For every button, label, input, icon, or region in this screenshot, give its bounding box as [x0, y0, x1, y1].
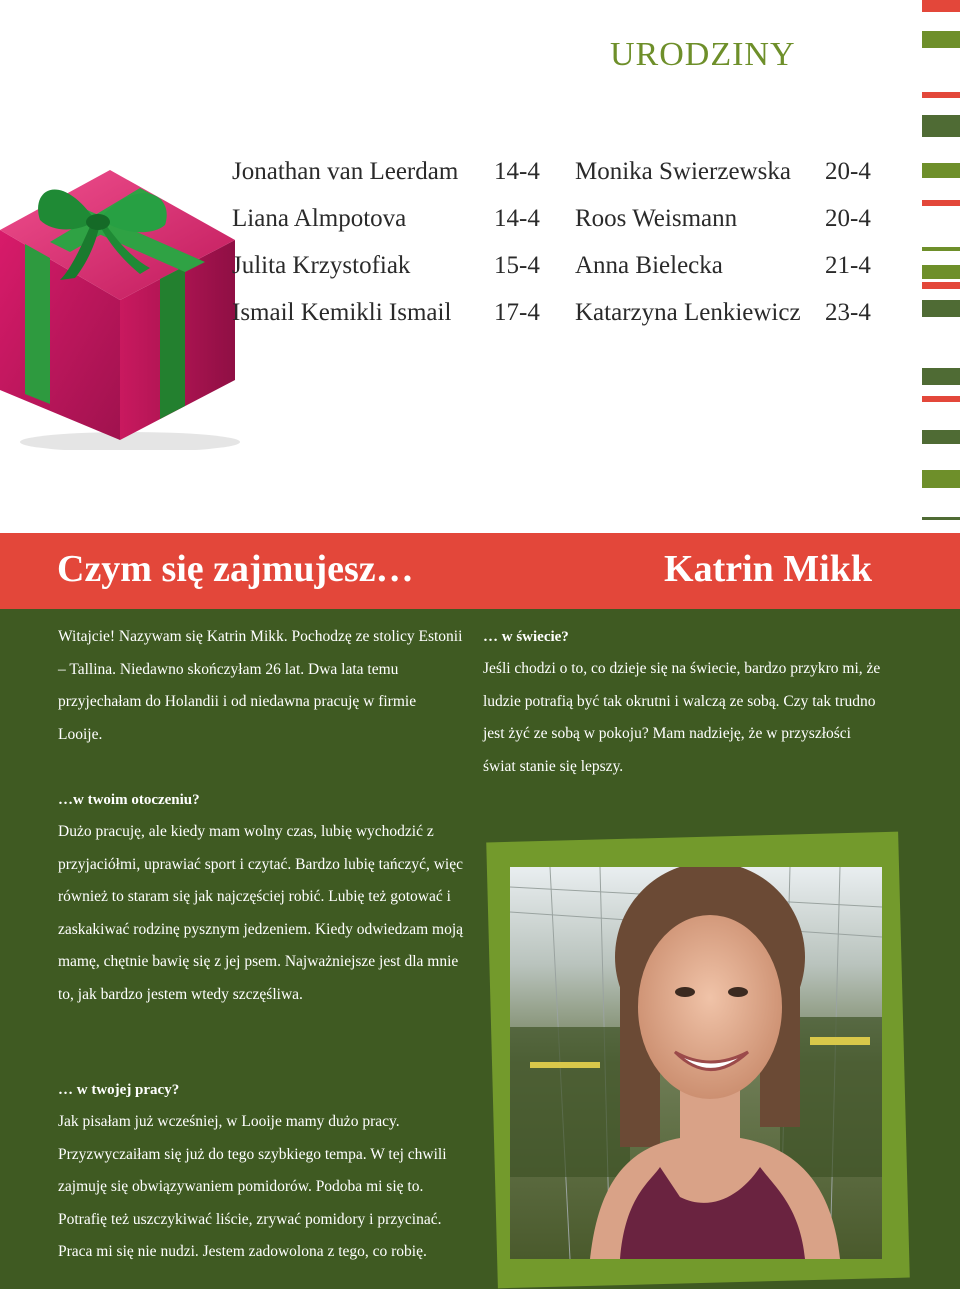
birthday-name: Katarzyna Lenkiewicz [575, 299, 801, 326]
decorative-stripes [922, 0, 960, 530]
work-heading: … w twojej pracy? [58, 1082, 180, 1098]
birthday-date: 23-4 [825, 299, 871, 326]
birthday-date: 17-4 [494, 299, 540, 326]
intro-paragraph [58, 621, 463, 751]
birthday-date: 14-4 [494, 205, 540, 232]
section-banner [0, 533, 960, 609]
birthday-name: Jonathan van Leerdam [232, 158, 459, 185]
banner-person-name: Katrin Mikk [664, 548, 872, 590]
birthday-date: 20-4 [825, 205, 871, 232]
birthday-date: 15-4 [494, 252, 540, 279]
page-title: URODZINY [610, 36, 796, 73]
birthday-date: 14-4 [494, 158, 540, 185]
birthday-date: 20-4 [825, 158, 871, 185]
work-block [58, 1074, 463, 1269]
world-block [483, 621, 883, 783]
birthday-name: Liana Almpotova [232, 205, 407, 232]
birthday-name: Monika Swierzewska [575, 158, 791, 185]
intro-text: Witajcie! Nazywam się Katrin Mikk. Pochodzę ze stolicy Estonii – Tallina. Niedawno skończyłam 26 lat. Dwa lata temu przyjechałam do Holandii i od niedawna pracuję w firmie Looije. [58, 628, 463, 743]
portrait-photo [510, 867, 882, 1259]
birthday-name: Ismail Kemikli Ismail [232, 299, 452, 326]
surroundings-block [58, 784, 463, 1011]
birthday-name: Julita Krzystofiak [232, 252, 411, 279]
work-text: Jak pisałam już wcześniej, w Looije mamy dużo pracy. Przyzwyczaiłam się już do tego szybkiego tempa. W tej chwili zajmuję się obwiązywaniem pomidorów. Podoba mi się to. Potrafię też uszczykiwać liście, zrywać pomidory i przycinać. Praca mi się nie nudzi. Jestem zadowolona z tego, co robię. [58, 1113, 447, 1260]
world-text: Jeśli chodzi o to, co dzieje się na świecie, bardzo przykro mi, że ludzie potrafią być tak okrutni i walczą ze sobą. Czy tak trudno jest żyć ze sobą w pokoju? Mam nadzieję, że w przyszłości świat stanie się lepszy. [483, 660, 881, 775]
surroundings-heading: …w twoim otoczeniu? [58, 792, 200, 808]
birthday-date: 21-4 [825, 252, 871, 279]
banner-title: Czym się zajmujesz… [57, 548, 414, 590]
world-heading: … w świecie? [483, 629, 569, 645]
portrait-illustration [510, 867, 882, 1259]
birthday-name: Roos Weismann [575, 205, 738, 232]
birthdays-section [0, 0, 960, 533]
surroundings-text: Dużo pracuję, ale kiedy mam wolny czas, lubię wychodzić z przyjaciółmi, uprawiać sport i czytać. Bardzo lubię tańczyć, więc również to staram się jak najczęściej robić. Lubię też gotować i zaskakiwać rodzinę pysznym jedzeniem. Kiedy odwiedzam moją mamę, chętnie bawię się z jej psem. Najważniejsze jest dla mnie to, jak bardzo jestem wtedy szczęśliwa. [58, 823, 464, 1003]
gift-box-illustration [0, 150, 240, 450]
birthday-name: Anna Bielecka [575, 252, 723, 279]
